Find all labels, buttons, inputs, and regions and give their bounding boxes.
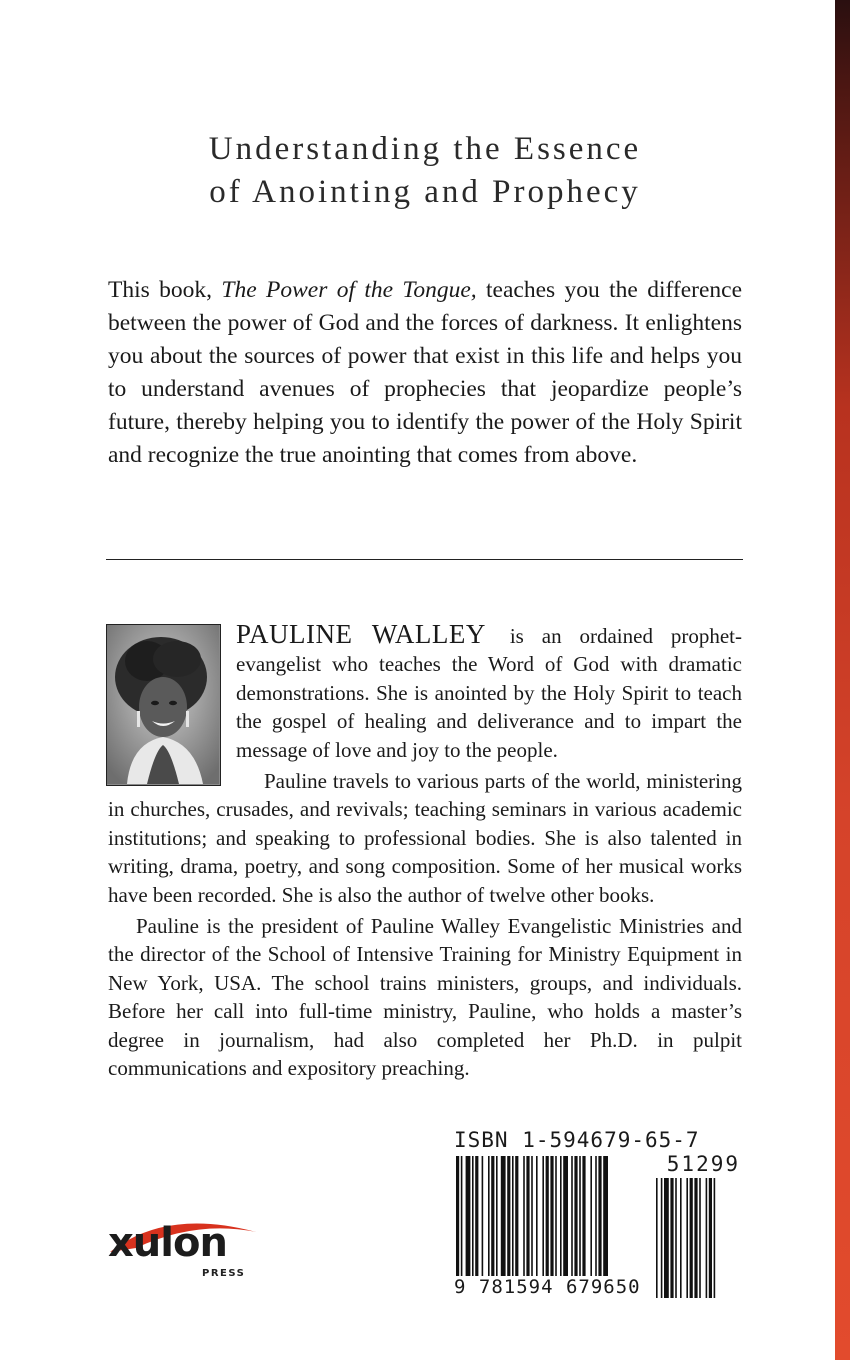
author-bio [108, 620, 742, 1083]
photo-wrap-space [108, 620, 236, 776]
author-name: PAULINE WALLEY [236, 619, 486, 649]
title-line-2: of Anointing and Prophecy [209, 174, 641, 210]
book-title-italic: The Power of the Tongue, [221, 277, 477, 303]
isbn-label: ISBN 1-594679-65-7 [454, 1128, 700, 1152]
barcode-number: 9 781594 679650 [454, 1276, 641, 1298]
logo-wordmark: xulon [108, 1220, 227, 1266]
price-code: 51299 [666, 1152, 740, 1176]
section-divider [106, 559, 743, 560]
barcode-bars [454, 1128, 744, 1298]
back-cover-title [0, 128, 850, 214]
bio-text-1: is an ordained prophet-evangelist who teaches the Word of God with dramatic demonstrations. She is anointed by the Holy Spirit to teach the gospel of healing and deliverance and to impart the message of love and joy to the people. [236, 624, 742, 762]
blurb-body: teaches you the difference between the power of God and the forces of darkness. It enlightens you about the sources of power that exist in this life and helps you to understand avenues of prophecies that jeopardize people’s future, thereby helping you to identify the power of the Holy Spirit and recognize the true anointing that comes from above. [108, 277, 743, 468]
logo-press-label: PRESS [202, 1268, 246, 1279]
book-description [108, 274, 742, 472]
bio-paragraph-3: Pauline is the president of Pauline Walley Evangelistic Ministries and the director of the School of Intensive Training for Ministry Equipment in New York, USA. The school trains ministers, groups, and individuals. Before her call into full-time ministry, Pauline, who holds a master’s degree in journalism, had also completed her Ph.D. in pulpit communications and expository preaching. [108, 914, 742, 1081]
bio-paragraph-2: Pauline travels to various parts of the world, ministering in churches, crusades, and revivals; teaching seminars in various academic institutions; and speaking to professional bodies. She is also talented in writing, drama, poetry, and song composition. Some of her musical works have been recorded. She is also the author of twelve other books. [108, 769, 742, 907]
blurb-lead: This book, [108, 277, 222, 303]
title-line-1: Understanding the Essence [208, 131, 642, 167]
isbn-barcode [454, 1128, 744, 1298]
publisher-logo [106, 1214, 266, 1284]
